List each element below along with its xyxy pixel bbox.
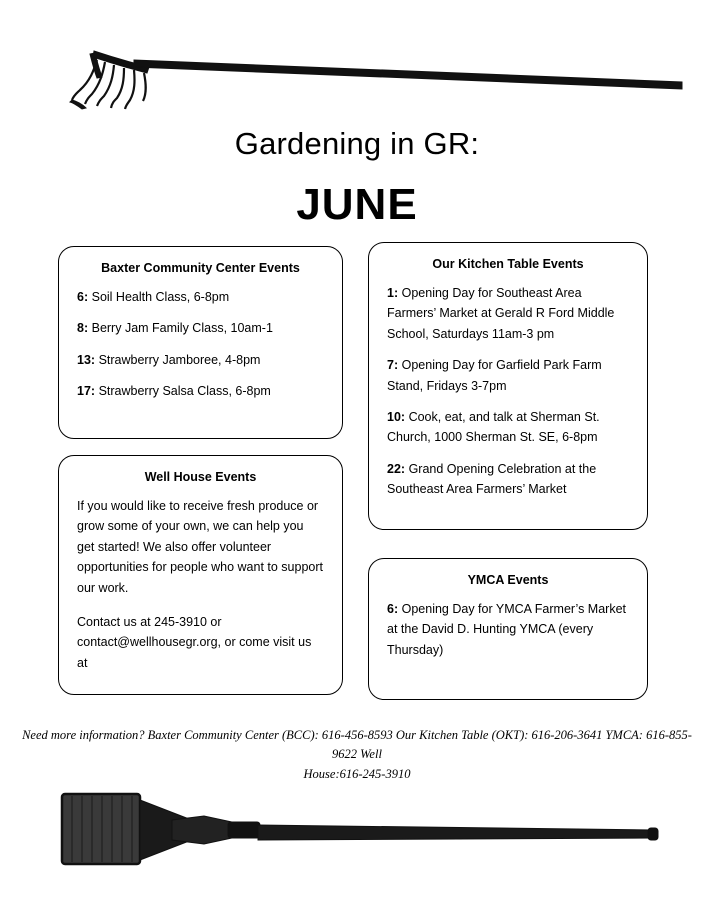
rake-icon xyxy=(34,48,684,110)
baxter-box-title: Baxter Community Center Events xyxy=(101,261,300,275)
list-item xyxy=(77,381,324,401)
event-text: Cook, eat, and talk at Sherman St. Church, 1000 Sherman St. SE, 6-8pm xyxy=(387,409,600,445)
paragraph: Contact us at 245-3910 or contact@wellhousegr.org, or come visit us at xyxy=(77,614,312,670)
list-item xyxy=(387,599,629,660)
event-text: Strawberry Jamboree, 4-8pm xyxy=(98,352,261,367)
event-date: 7: xyxy=(387,358,399,373)
okt-box-title: Our Kitchen Table Events xyxy=(432,257,584,271)
wellhouse-events-box xyxy=(58,455,343,695)
footer-contact-info xyxy=(10,726,704,784)
event-text: Opening Day for Southeast Area Farmers’ Market at Gerald R Ford Middle School, Saturdays 11am-3 pm xyxy=(387,286,615,341)
wellhouse-box-body xyxy=(77,496,324,673)
baxter-box-body xyxy=(77,287,324,402)
event-text: Berry Jam Family Class, 10am-1 xyxy=(91,321,273,336)
event-date: 17: xyxy=(77,384,96,399)
event-text: Grand Opening Celebration at the Southeast Area Farmers’ Market xyxy=(387,461,597,496)
footer-line-1: Need more information? Baxter Community Center (BCC): 616-456-8593 Our Kitchen Table (OKT): 616-206-3641 YMCA: 616-855-9622 Well xyxy=(22,728,692,762)
page-month: JUNE xyxy=(296,180,418,229)
list-item xyxy=(387,283,629,344)
event-text: Opening Day for Garfield Park Farm Stand, Fridays 3-7pm xyxy=(387,358,602,393)
list-item xyxy=(77,287,324,307)
list-item xyxy=(77,350,324,370)
okt-box-body xyxy=(387,283,629,499)
event-date: 8: xyxy=(77,321,89,336)
list-item xyxy=(387,407,629,448)
event-date: 22: xyxy=(387,461,406,476)
event-date: 1: xyxy=(387,286,399,300)
shovel-icon xyxy=(52,780,662,880)
ymca-box-body xyxy=(387,599,629,660)
paragraph: If you would like to receive fresh produce or grow some of your own, we can help you get started! We also offer volunteer opportunities for people who want to support our work. xyxy=(77,499,323,595)
list-item xyxy=(387,459,629,500)
footer-line-2: House:616-245-3910 xyxy=(303,766,411,781)
event-date: 6: xyxy=(387,602,399,616)
baxter-events-box xyxy=(58,246,343,439)
wellhouse-box-title: Well House Events xyxy=(144,470,257,484)
event-date: 6: xyxy=(77,290,89,304)
event-date: 13: xyxy=(77,352,96,367)
ymca-box-title: YMCA Events xyxy=(467,573,549,587)
ymca-events-box xyxy=(368,558,648,700)
page-title: Gardening in GR: xyxy=(234,126,480,161)
event-date: 10: xyxy=(387,409,406,424)
event-text: Opening Day for YMCA Farmer’s Market at the David D. Hunting YMCA (every Thursday) xyxy=(387,602,626,657)
event-text: Soil Health Class, 6-8pm xyxy=(91,290,230,304)
list-item xyxy=(77,318,324,338)
list-item xyxy=(387,355,629,396)
event-text: Strawberry Salsa Class, 6-8pm xyxy=(98,384,271,399)
okt-events-box xyxy=(368,242,648,530)
